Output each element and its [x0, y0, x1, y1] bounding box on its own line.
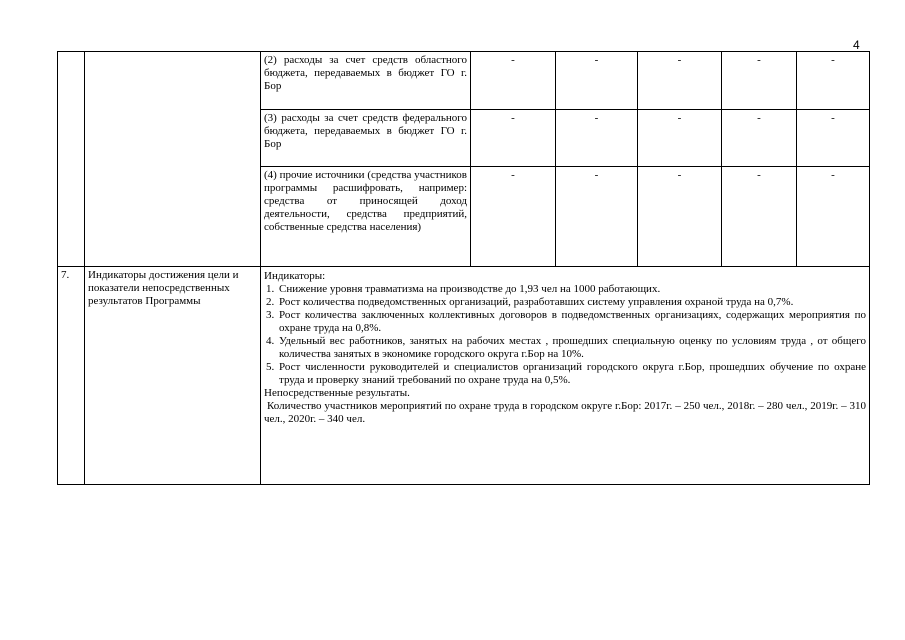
empty-number-cell: [58, 52, 85, 267]
finance-value: -: [797, 52, 870, 110]
finance-value: -: [471, 52, 556, 110]
finance-value: -: [722, 110, 797, 167]
indicators-heading: Индикаторы:: [264, 270, 326, 282]
finance-value: -: [722, 167, 797, 267]
direct-results-text: Количество участников мероприятий по охране труда в городском округе г.Бор: 2017г. – 250 чел., 2018г. – 280 чел., 2019г. – 310 чел., 2020г. – 340 чел.: [264, 400, 866, 425]
page-number: 4: [853, 38, 860, 52]
finance-row-label: (4) прочие источники (средства участников программы расшифровать, например: средства от приносящей доход деятельности, средства предприятий, собственные средства населения): [261, 167, 471, 267]
indicator-item: 4. Удельный вес работников, занятых на рабочих местах , прошедших специальную оценку по условиям труда , от общего количества занятых в экономике городского округа г.Бор на 10%.: [277, 335, 866, 361]
finance-row-label: (3) расходы за счет средств федерального бюджета, передаваемых в бюджет ГО г. Бор: [261, 110, 471, 167]
indicators-list: [264, 283, 866, 387]
finance-value: -: [797, 167, 870, 267]
empty-title-cell: [85, 52, 261, 267]
finance-value: -: [556, 167, 638, 267]
section-title: Индикаторы достижения цели и показатели непосредственных результатов Программы: [85, 267, 261, 485]
indicator-item: 3. Рост количества заключенных коллективных договоров в подведомственных организациях, содержащих мероприятия по охране труда на 0,8%.: [277, 309, 866, 335]
direct-results-heading: Непосредственные результаты.: [264, 387, 410, 399]
finance-row-label: (2) расходы за счет средств областного бюджета, передаваемых в бюджет ГО г. Бор: [261, 52, 471, 110]
finance-value: -: [556, 110, 638, 167]
finance-value: -: [556, 52, 638, 110]
indicator-item: 2. Рост количества подведомственных организаций, разработавших систему управления охраной труда на 0,7%.: [277, 296, 866, 309]
section-7-row: [58, 267, 870, 485]
section-number: 7.: [58, 267, 85, 485]
finance-value: -: [722, 52, 797, 110]
indicator-item: 5. Рост численности руководителей и специалистов организаций городского округа г.Бор, прошедших обучение по охране труда и проверку знаний требований по охране труда на 0,5%.: [277, 361, 866, 387]
indicators-cell: [261, 267, 870, 485]
finance-value: -: [471, 167, 556, 267]
indicator-item: 1. Снижение уровня травматизма на производстве до 1,93 чел на 1000 работающих.: [277, 283, 866, 296]
finance-value: -: [471, 110, 556, 167]
finance-value: -: [797, 110, 870, 167]
finance-row-regional: [58, 52, 870, 110]
finance-value: -: [638, 52, 722, 110]
finance-value: -: [638, 110, 722, 167]
program-passport-table: [57, 51, 870, 485]
finance-value: -: [638, 167, 722, 267]
